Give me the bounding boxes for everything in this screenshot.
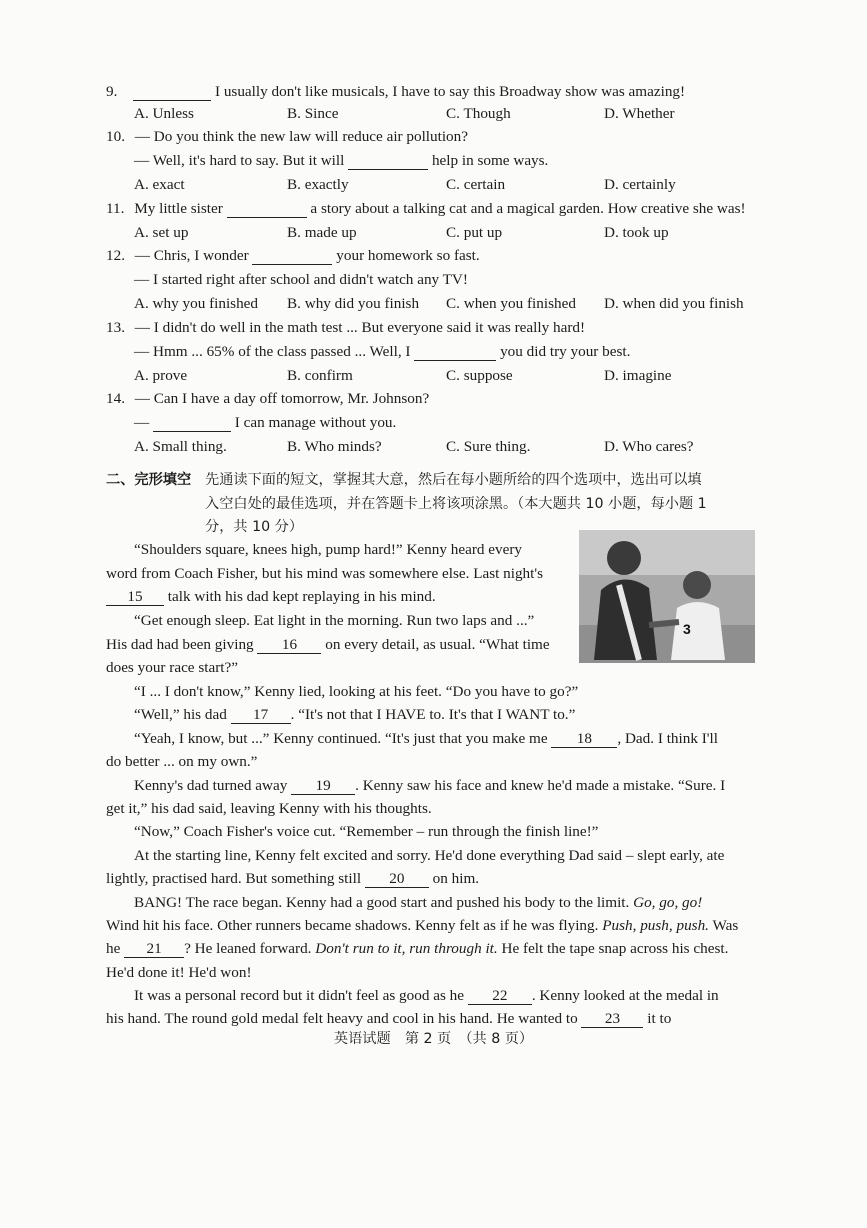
section-title: 二、完形填空	[106, 472, 192, 488]
text: it to	[643, 1010, 672, 1027]
option-a: A. exact	[134, 176, 185, 193]
option-d: D. imagine	[604, 367, 672, 384]
text: talk with his dad kept replaying in his mind.	[164, 588, 436, 605]
section-instruction-1: 先通读下面的短文，掌握其大意，然后在每小题所给的四个选项中，选出可以填	[205, 472, 702, 488]
question-line: — Can I have a day off tomorrow, Mr. Johnson?	[134, 390, 430, 407]
text: Was	[708, 917, 739, 934]
option-a: A. set up	[134, 224, 189, 241]
passage-line	[106, 918, 738, 933]
option-a: A. prove	[134, 367, 188, 384]
option-d: D. Who cares?	[604, 438, 694, 455]
stem-after: help in some ways.	[428, 152, 549, 169]
passage-line	[134, 707, 575, 724]
passage-line	[134, 895, 702, 910]
answer-blank	[153, 415, 231, 432]
option-c: C. put up	[446, 224, 503, 241]
option-c: C. suppose	[446, 367, 513, 384]
option-a: A. Small thing.	[134, 438, 227, 455]
text: “Yeah, I know, but ...” Kenny continued. “It's just that you make me	[134, 730, 552, 747]
option-d: D. when did you finish	[604, 295, 744, 312]
question-number: 9.	[106, 83, 118, 100]
text: He felt the tape snap across his chest.	[497, 940, 729, 957]
question-9	[106, 84, 685, 101]
question-line: — Do you think the new law will reduce air pollution?	[134, 128, 468, 145]
passage-line: “I ... I don't know,” Kenny lied, looking at his feet. “Do you have to go?”	[134, 683, 579, 700]
passage-line	[106, 637, 550, 654]
text: . Kenny saw his face and knew he'd made a mistake. “Sure. I	[355, 777, 726, 794]
answer-blank	[227, 201, 307, 218]
option-a: A. Unless	[134, 105, 194, 122]
option-c: C. Sure thing.	[446, 438, 531, 455]
text: he	[106, 940, 125, 957]
text: Wind hit his face. Other runners became shadows. Kenny felt as if he was flying.	[106, 917, 603, 934]
answer-blank	[252, 248, 332, 265]
question-number: 10.	[106, 128, 125, 145]
question-stem: I usually don't like musicals, I have to say this Broadway show was amazing!	[211, 83, 686, 100]
passage-line: “Now,” Coach Fisher's voice cut. “Remember – run through the finish line!”	[134, 823, 599, 840]
answer-blank	[133, 84, 211, 101]
cloze-blank-21: 21	[124, 941, 184, 958]
option-d: D. took up	[604, 224, 669, 241]
passage-line	[106, 941, 728, 958]
question-14	[106, 391, 429, 406]
stem-after: I can manage without you.	[230, 414, 397, 431]
answer-blank	[414, 344, 496, 361]
stem-before: — Chris, I wonder	[134, 247, 253, 264]
cloze-blank-17: 17	[231, 707, 291, 724]
passage-line	[134, 731, 718, 748]
option-b: B. confirm	[287, 367, 353, 384]
italic-text: Push, push, push.	[602, 917, 709, 934]
passage-line	[106, 589, 436, 606]
text: . “It's not that I HAVE to. It's that I WANT to.”	[290, 706, 576, 723]
question-11	[106, 201, 746, 218]
text: ? He leaned forward.	[184, 940, 316, 957]
option-b: B. Who minds?	[287, 438, 382, 455]
stem-before: —	[134, 414, 153, 431]
passage-line: do better ... on my own.”	[106, 753, 258, 770]
section-instruction-2: 入空白处的最佳选项，并在答题卡上将该项涂黑。（本大题共 10 小题，每小题 1	[205, 496, 707, 512]
option-b: B. exactly	[287, 176, 349, 193]
option-c: C. certain	[446, 176, 506, 193]
option-c: C. when you finished	[446, 295, 576, 312]
passage-line: He'd done it! He'd won!	[106, 964, 252, 981]
italic-text: Don't run to it, run through it.	[315, 940, 498, 957]
stem-after: you did try your best.	[496, 343, 631, 360]
race-photo	[579, 530, 755, 663]
text: lightly, practised hard. But something still	[106, 870, 365, 887]
text: It was a personal record but it didn't feel as good as he	[134, 987, 468, 1004]
question-number: 11.	[106, 200, 125, 217]
cloze-blank-18: 18	[551, 731, 617, 748]
question-number: 12.	[106, 247, 125, 264]
text: on him.	[428, 870, 480, 887]
passage-line	[134, 988, 719, 1005]
option-b: B. made up	[287, 224, 357, 241]
cloze-blank-19: 19	[291, 778, 355, 795]
passage-line: “Get enough sleep. Eat light in the morning. Run two laps and ...”	[134, 612, 535, 629]
page-footer: 英语试题 第 2 页 （共 8 页）	[333, 1031, 534, 1047]
passage-line	[106, 871, 479, 888]
question-14-stem	[134, 415, 396, 432]
cloze-blank-15: 15	[106, 589, 164, 606]
stem-after: your homework so fast.	[332, 247, 480, 264]
cloze-blank-23: 23	[581, 1011, 643, 1028]
question-13-stem	[134, 344, 630, 361]
text: on every detail, as usual. “What time	[321, 636, 550, 653]
option-c: C. Though	[446, 105, 511, 122]
question-12	[106, 248, 480, 265]
question-10	[106, 129, 468, 144]
passage-line: does your race start?”	[106, 659, 238, 676]
bib-number: 3	[683, 621, 691, 637]
text: “Well,” his dad	[134, 706, 231, 723]
text: BANG! The race began. Kenny had a good start and pushed his body to the limit.	[134, 894, 634, 911]
option-a: A. why you finished	[134, 295, 259, 312]
italic-text: Go, go, go!	[633, 894, 703, 911]
passage-line	[106, 1011, 671, 1028]
option-d: D. Whether	[604, 105, 675, 122]
passage-line: “Shoulders square, knees high, pump hard!” Kenny heard every	[134, 541, 523, 558]
stem-before: — Hmm ... 65% of the class passed ... Well, I	[134, 343, 415, 360]
question-number: 14.	[106, 390, 125, 407]
passage-line: word from Coach Fisher, but his mind was somewhere else. Last night's	[106, 565, 544, 582]
text: his hand. The round gold medal felt heavy and cool in his hand. He wanted to	[106, 1010, 582, 1027]
question-line: — I didn't do well in the math test ... But everyone said it was really hard!	[134, 319, 586, 336]
passage-line: At the starting line, Kenny felt excited and sorry. He'd done everything Dad said – slept early, ate	[134, 847, 725, 864]
question-12-line2: — I started right after school and didn't watch any TV!	[134, 271, 468, 288]
stem-before: — Well, it's hard to say. But it will	[134, 152, 349, 169]
question-number: 13.	[106, 319, 125, 336]
text: His dad had been giving	[106, 636, 258, 653]
text: . Kenny looked at the medal in	[531, 987, 719, 1004]
stem-before: My little sister	[134, 200, 227, 217]
passage-line	[134, 778, 725, 795]
text: Kenny's dad turned away	[134, 777, 292, 794]
option-d: D. certainly	[604, 176, 676, 193]
option-b: B. Since	[287, 105, 339, 122]
text: , Dad. I think I'll	[617, 730, 718, 747]
question-10-stem	[134, 153, 548, 170]
passage-line: get it,” his dad said, leaving Kenny with his thoughts.	[106, 800, 432, 817]
option-b: B. why did you finish	[287, 295, 420, 312]
cloze-blank-16: 16	[257, 637, 321, 654]
cloze-blank-22: 22	[468, 988, 532, 1005]
section-instruction-3: 分，共 10 分）	[205, 519, 304, 535]
cloze-blank-20: 20	[365, 871, 429, 888]
stem-after: a story about a talking cat and a magical garden. How creative she was!	[306, 200, 746, 217]
question-13	[106, 320, 585, 335]
answer-blank	[348, 153, 428, 170]
